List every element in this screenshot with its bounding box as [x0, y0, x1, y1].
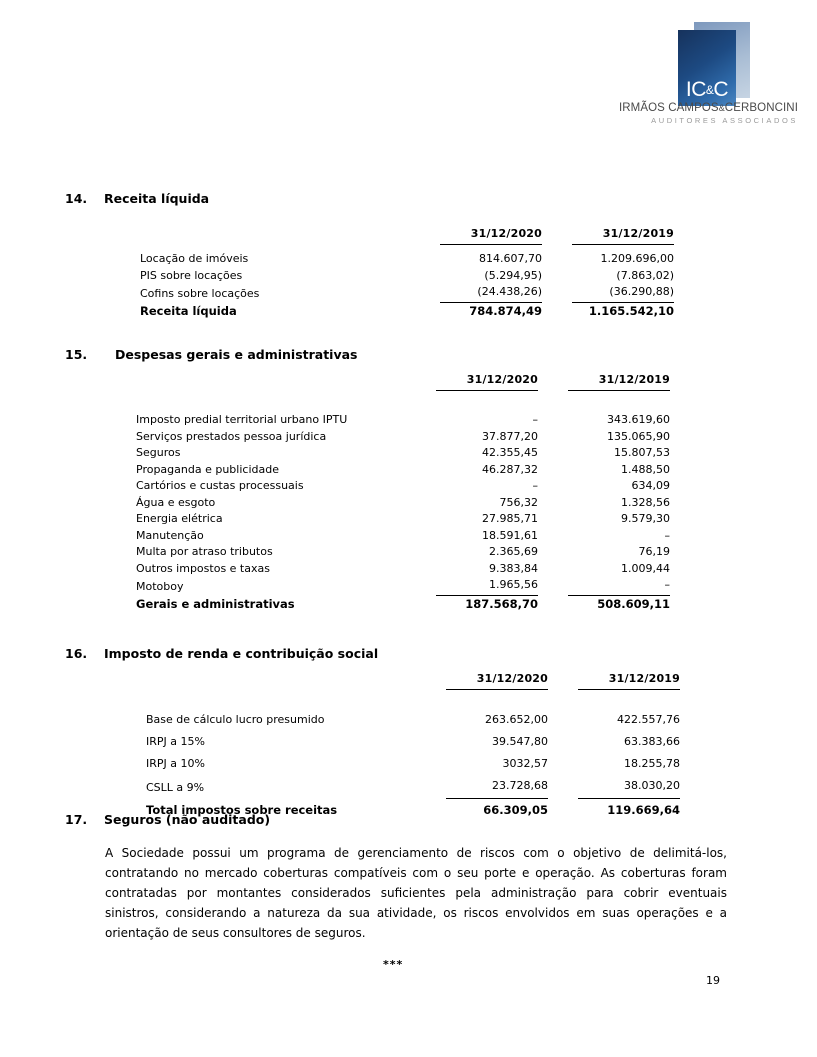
spacer-cell	[136, 390, 436, 412]
row-gap	[542, 284, 572, 302]
logo-main-square	[678, 30, 736, 106]
table-row	[136, 577, 670, 595]
row-value-2019: 15.807,53	[614, 446, 670, 459]
logo-monogram	[678, 79, 736, 100]
row-value-2020: 46.287,32	[482, 462, 538, 476]
table-row	[146, 709, 680, 731]
section-16-title: Imposto de renda e contribuição social	[104, 646, 379, 661]
logo-company-name-part1: IRMÃOS CAMPOS	[618, 102, 719, 114]
row-value-2020: (5.294,95)	[484, 268, 542, 282]
row-value-2019: (36.290,88)	[572, 284, 674, 302]
spacer-cell	[578, 689, 680, 709]
row-value-2020: 27.985,71	[482, 512, 538, 525]
total-value-2019: 1.165.542,10	[588, 303, 674, 318]
row-value-2019: 38.030,20	[578, 775, 680, 799]
table-row	[146, 731, 680, 753]
row-value-2020: 23.728,68	[446, 775, 548, 799]
section-14-number: 14.	[65, 191, 88, 206]
logo-monogram-amp: &	[705, 83, 714, 97]
row-label: Manutenção	[136, 528, 204, 542]
row-gap	[538, 544, 568, 561]
total-value-2020: 784.874,49	[469, 303, 542, 318]
row-value-2019: 1.209.696,00	[600, 252, 674, 265]
table-row	[136, 478, 670, 495]
table-header-2019: 31/12/2019	[568, 372, 670, 390]
spacer-cell	[548, 689, 578, 709]
table-row	[140, 268, 674, 285]
row-value-2019: –	[664, 528, 670, 542]
table-row	[146, 775, 680, 799]
row-gap	[538, 561, 568, 578]
row-value-2020: –	[532, 479, 538, 492]
row-value-2019: (7.863,02)	[616, 268, 674, 282]
table-row	[136, 495, 670, 512]
total-gap	[542, 302, 572, 319]
row-value-2020: 3032,57	[502, 757, 548, 770]
table-row	[136, 412, 670, 429]
row-value-2020: 263.652,00	[485, 713, 548, 726]
row-gap	[538, 478, 568, 495]
row-value-2020: (24.438,26)	[440, 284, 542, 302]
table-header-2019: 31/12/2019	[572, 226, 674, 244]
table-despesas-gerais	[136, 372, 670, 612]
row-value-2019: 76,19	[638, 545, 670, 558]
row-label: PIS sobre locações	[140, 268, 243, 282]
table-header-gap	[542, 226, 572, 244]
row-label: IRPJ a 15%	[146, 735, 205, 748]
row-value-2019: 1.488,50	[621, 462, 670, 476]
row-value-2020: 814.607,70	[479, 252, 542, 265]
row-label: Serviços prestados pessoa jurídica	[136, 429, 327, 443]
end-of-document-mark: ***	[383, 958, 404, 971]
section-16-number: 16.	[65, 646, 88, 661]
table-imposto-renda	[146, 671, 680, 821]
row-gap	[538, 445, 568, 462]
row-gap	[548, 753, 578, 775]
row-label: Base de cálculo lucro presumido	[146, 713, 325, 726]
row-gap	[538, 429, 568, 446]
spacer-cell	[440, 244, 542, 251]
row-value-2020: 18.591,61	[482, 528, 538, 542]
spacer-cell	[538, 390, 568, 412]
row-label: Propaganda e publicidade	[136, 462, 279, 476]
spacer-cell	[140, 244, 440, 251]
row-value-2020: 9.383,84	[489, 561, 538, 575]
spacer-cell	[436, 390, 538, 412]
total-label: Receita líquida	[140, 303, 237, 318]
row-gap	[542, 268, 572, 285]
logo-monogram-c: C	[713, 78, 729, 101]
row-label: CSLL a 9%	[146, 780, 205, 794]
row-label: Motoboy	[136, 579, 184, 593]
table-row	[146, 753, 680, 775]
row-label: Água e esgoto	[136, 495, 216, 509]
table-header-2020: 31/12/2020	[436, 372, 538, 390]
company-logo	[618, 18, 798, 125]
row-value-2020: –	[532, 413, 538, 426]
logo-tagline: AUDITORES ASSOCIADOS	[651, 116, 798, 125]
section-17-title: Seguros (não auditado)	[104, 812, 271, 827]
row-gap	[548, 731, 578, 753]
spacer-cell	[146, 689, 446, 709]
row-gap	[548, 709, 578, 731]
table-header-blank	[140, 226, 440, 244]
row-gap	[538, 577, 568, 595]
table-header-2020: 31/12/2020	[440, 226, 542, 244]
row-gap	[538, 528, 568, 545]
total-gap	[548, 799, 578, 822]
table-header-2019: 31/12/2019	[578, 671, 680, 689]
spacer-cell	[568, 390, 670, 412]
row-label: Cartórios e custas processuais	[136, 479, 304, 492]
total-label: Total impostos sobre receitas	[146, 803, 338, 817]
section-17-paragraph: A Sociedade possui um programa de gerenciamento de riscos com o objetivo de delimitá-los, contratando no mercado coberturas compatíveis com o seu porte e operação. As coberturas foram contratadas por montantes considerados suficientes pela administração para cobrir eventuais sinistros, considerando a natureza da sua atividade, os riscos envolvidos em suas operações e a orientação de seus consultores de seguros.	[105, 846, 727, 940]
logo-monogram-ic: IC	[685, 78, 706, 101]
table-header-row	[140, 226, 674, 244]
spacer-cell	[542, 244, 572, 251]
row-value-2019: 135.065,90	[607, 429, 670, 443]
section-17-number: 17.	[65, 812, 88, 827]
row-value-2019: 422.557,76	[617, 713, 680, 726]
table-row	[136, 511, 670, 528]
row-value-2019: 634,09	[631, 479, 670, 492]
row-value-2020: 756,32	[499, 495, 538, 509]
page-number: 19	[706, 974, 720, 987]
spacer-cell	[572, 244, 674, 251]
row-gap	[538, 495, 568, 512]
row-value-2019: 63.383,66	[624, 735, 680, 748]
total-label: Gerais e administrativas	[136, 596, 295, 611]
row-value-2019: –	[568, 577, 670, 595]
table-row	[136, 528, 670, 545]
table-header-gap	[538, 372, 568, 390]
table-spacer-row	[140, 244, 674, 251]
logo-company-name-amp: &	[718, 103, 725, 113]
section-14-title: Receita líquida	[104, 191, 210, 206]
total-value-2020: 187.568,70	[465, 596, 538, 611]
table-row	[136, 561, 670, 578]
logo-company-name-part2: CERBONCINI	[724, 102, 798, 114]
row-label: Multa por atraso tributos	[136, 545, 273, 558]
total-gap	[538, 595, 568, 612]
row-gap	[538, 412, 568, 429]
table-row	[136, 445, 670, 462]
table-header-gap	[548, 671, 578, 689]
row-label: Energia elétrica	[136, 512, 223, 525]
row-value-2020: 42.355,45	[482, 446, 538, 459]
row-gap	[542, 251, 572, 268]
spacer-cell	[446, 689, 548, 709]
table-row	[136, 429, 670, 446]
row-value-2020: 37.877,20	[482, 429, 538, 443]
section-15-number: 15.	[65, 347, 88, 362]
row-label: Seguros	[136, 446, 181, 459]
table-header-blank	[146, 671, 446, 689]
table-header-blank	[136, 372, 436, 390]
row-value-2019: 9.579,30	[621, 512, 670, 525]
row-value-2019: 18.255,78	[624, 757, 680, 770]
row-gap	[538, 511, 568, 528]
table-row	[136, 462, 670, 479]
table-header-2020: 31/12/2020	[446, 671, 548, 689]
table-total-row	[140, 302, 674, 319]
total-value-2019: 119.669,64	[607, 803, 680, 817]
table-row	[140, 284, 674, 302]
table-spacer-row	[146, 689, 680, 709]
row-value-2019: 1.009,44	[621, 561, 670, 575]
row-label: IRPJ a 10%	[146, 757, 205, 770]
row-label: Imposto predial territorial urbano IPTU	[136, 413, 348, 426]
row-gap	[538, 462, 568, 479]
section-15-title: Despesas gerais e administrativas	[115, 347, 358, 362]
row-label: Locação de imóveis	[140, 252, 249, 265]
table-total-row	[136, 595, 670, 612]
table-row	[140, 251, 674, 268]
row-label: Cofins sobre locações	[140, 286, 260, 300]
total-value-2020: 66.309,05	[483, 803, 548, 817]
table-receita-liquida	[140, 226, 674, 319]
table-spacer-row	[136, 390, 670, 412]
table-header-row	[146, 671, 680, 689]
row-value-2020: 2.365,69	[489, 545, 538, 558]
row-value-2020: 39.547,80	[492, 735, 548, 748]
table-header-row	[136, 372, 670, 390]
row-label: Outros impostos e taxas	[136, 561, 270, 575]
row-value-2019: 343.619,60	[607, 413, 670, 426]
row-value-2019: 1.328,56	[621, 495, 670, 509]
row-gap	[548, 775, 578, 799]
row-value-2020: 1.965,56	[436, 577, 538, 595]
total-value-2019: 508.609,11	[597, 596, 670, 611]
logo-company-name	[558, 102, 798, 114]
table-row	[136, 544, 670, 561]
